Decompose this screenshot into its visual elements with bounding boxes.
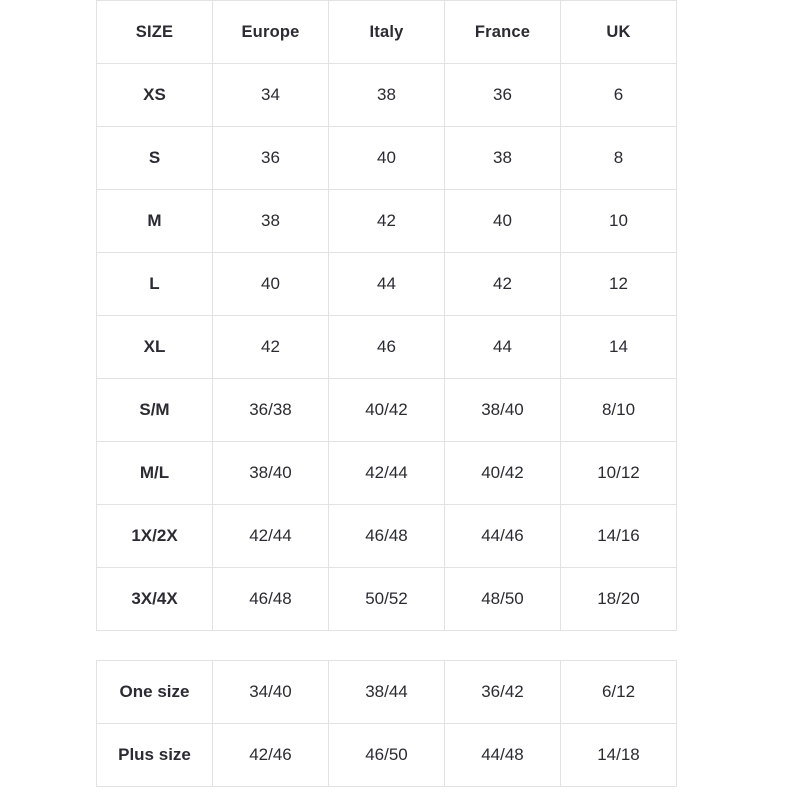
- table-row: [97, 253, 677, 316]
- cell-france: 40: [445, 190, 561, 253]
- row-label: 1X/2X: [97, 505, 213, 568]
- cell-italy: 46: [329, 316, 445, 379]
- cell-uk: 10: [561, 190, 677, 253]
- cell-europe: 34: [213, 64, 329, 127]
- cell-italy: 44: [329, 253, 445, 316]
- row-label: XS: [97, 64, 213, 127]
- cell-europe: 40: [213, 253, 329, 316]
- row-label: M: [97, 190, 213, 253]
- column-header-europe: Europe: [213, 1, 329, 64]
- cell-europe: 42/46: [213, 724, 329, 787]
- cell-uk: 12: [561, 253, 677, 316]
- one-size-table: [96, 660, 677, 787]
- cell-italy: 42/44: [329, 442, 445, 505]
- header-row: [97, 1, 677, 64]
- row-label: S: [97, 127, 213, 190]
- cell-europe: 38: [213, 190, 329, 253]
- cell-italy: 38: [329, 64, 445, 127]
- row-label: M/L: [97, 442, 213, 505]
- cell-france: 40/42: [445, 442, 561, 505]
- cell-uk: 10/12: [561, 442, 677, 505]
- row-label: XL: [97, 316, 213, 379]
- cell-uk: 6: [561, 64, 677, 127]
- table-body: [97, 661, 677, 787]
- cell-uk: 14/18: [561, 724, 677, 787]
- cell-uk: 14: [561, 316, 677, 379]
- cell-uk: 18/20: [561, 568, 677, 631]
- cell-italy: 38/44: [329, 661, 445, 724]
- cell-europe: 42: [213, 316, 329, 379]
- cell-italy: 46/50: [329, 724, 445, 787]
- cell-france: 42: [445, 253, 561, 316]
- cell-europe: 38/40: [213, 442, 329, 505]
- row-label: One size: [97, 661, 213, 724]
- table-row: [97, 442, 677, 505]
- cell-italy: 42: [329, 190, 445, 253]
- cell-uk: 8: [561, 127, 677, 190]
- table-row: [97, 724, 677, 787]
- table-row: [97, 661, 677, 724]
- table-row: [97, 379, 677, 442]
- cell-italy: 50/52: [329, 568, 445, 631]
- cell-uk: 14/16: [561, 505, 677, 568]
- cell-france: 44: [445, 316, 561, 379]
- column-header-size: SIZE: [97, 1, 213, 64]
- table-row: [97, 64, 677, 127]
- table-body: [97, 64, 677, 631]
- table-row: [97, 190, 677, 253]
- cell-europe: 36/38: [213, 379, 329, 442]
- row-label: Plus size: [97, 724, 213, 787]
- size-conversion-table: [96, 0, 677, 631]
- cell-italy: 40: [329, 127, 445, 190]
- cell-france: 48/50: [445, 568, 561, 631]
- row-label: L: [97, 253, 213, 316]
- cell-france: 38/40: [445, 379, 561, 442]
- cell-france: 44/46: [445, 505, 561, 568]
- table-row: [97, 316, 677, 379]
- cell-uk: 8/10: [561, 379, 677, 442]
- cell-france: 36: [445, 64, 561, 127]
- cell-france: 44/48: [445, 724, 561, 787]
- table-divider-space: [96, 631, 676, 660]
- table-row: [97, 505, 677, 568]
- cell-uk: 6/12: [561, 661, 677, 724]
- row-label: S/M: [97, 379, 213, 442]
- cell-france: 38: [445, 127, 561, 190]
- cell-europe: 36: [213, 127, 329, 190]
- table-header: [97, 1, 677, 64]
- cell-france: 36/42: [445, 661, 561, 724]
- column-header-france: France: [445, 1, 561, 64]
- cell-europe: 42/44: [213, 505, 329, 568]
- cell-europe: 46/48: [213, 568, 329, 631]
- table-row: [97, 568, 677, 631]
- column-header-italy: Italy: [329, 1, 445, 64]
- cell-italy: 40/42: [329, 379, 445, 442]
- cell-italy: 46/48: [329, 505, 445, 568]
- row-label: 3X/4X: [97, 568, 213, 631]
- tables-container: [96, 0, 676, 787]
- table-row: [97, 127, 677, 190]
- column-header-uk: UK: [561, 1, 677, 64]
- cell-europe: 34/40: [213, 661, 329, 724]
